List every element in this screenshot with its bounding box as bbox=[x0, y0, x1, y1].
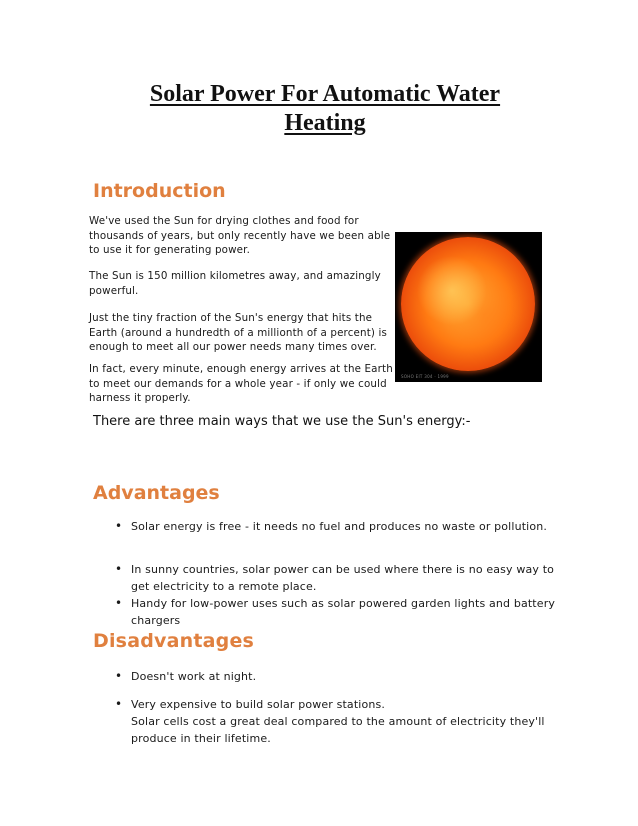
three-ways-text: There are three main ways that we use the Sun's energy:- bbox=[93, 414, 471, 429]
list-item: • Solar energy is free - it needs no fuel and produces no waste or pollution. bbox=[115, 518, 565, 535]
list-item-subtext: Solar cells cost a great deal compared to the amount of electricity they'll produce in their lifetime. bbox=[131, 715, 545, 745]
disadvantages-list-a bbox=[115, 668, 565, 685]
advantages-heading: Advantages bbox=[93, 482, 220, 504]
image-credit: SOHO EIT 304 · 1999 bbox=[401, 374, 449, 379]
list-item-text: • Very expensive to build solar power stations. bbox=[131, 698, 386, 711]
title-line-1: Solar Power For Automatic Water bbox=[149, 81, 501, 107]
sun-icon bbox=[401, 237, 535, 371]
intro-paragraph-1: We've used the Sun for drying clothes and food for thousands of years, but only recently have we been able to use it for generating power. bbox=[89, 215, 391, 256]
advantages-list-a bbox=[115, 518, 565, 535]
list-item: • Handy for low-power uses such as solar powered garden lights and battery chargers bbox=[115, 595, 565, 629]
list-item: • Doesn't work at night. bbox=[115, 668, 565, 685]
intro-paragraph-4: In fact, every minute, enough energy arrives at the Earth to meet our demands for a whole year - if only we could harness it properly. bbox=[89, 363, 393, 404]
title-line-2: Heating bbox=[284, 110, 366, 136]
intro-paragraph-2: The Sun is 150 million kilometres away, and amazingly powerful. bbox=[89, 270, 381, 297]
disadvantages-list-b bbox=[115, 696, 565, 747]
introduction-heading: Introduction bbox=[93, 180, 226, 202]
document-title bbox=[110, 80, 540, 138]
list-item: • In sunny countries, solar power can be used where there is no easy way to get electricity to a remote place. bbox=[115, 561, 565, 595]
list-item bbox=[115, 696, 565, 747]
advantages-list-b bbox=[115, 561, 565, 629]
disadvantages-heading: Disadvantages bbox=[93, 630, 255, 652]
sun-image bbox=[395, 232, 542, 382]
intro-paragraph-3: Just the tiny fraction of the Sun's energy that hits the Earth (around a hundredth of a millionth of a percent) is enough to meet all our power needs many times over. bbox=[89, 312, 387, 353]
